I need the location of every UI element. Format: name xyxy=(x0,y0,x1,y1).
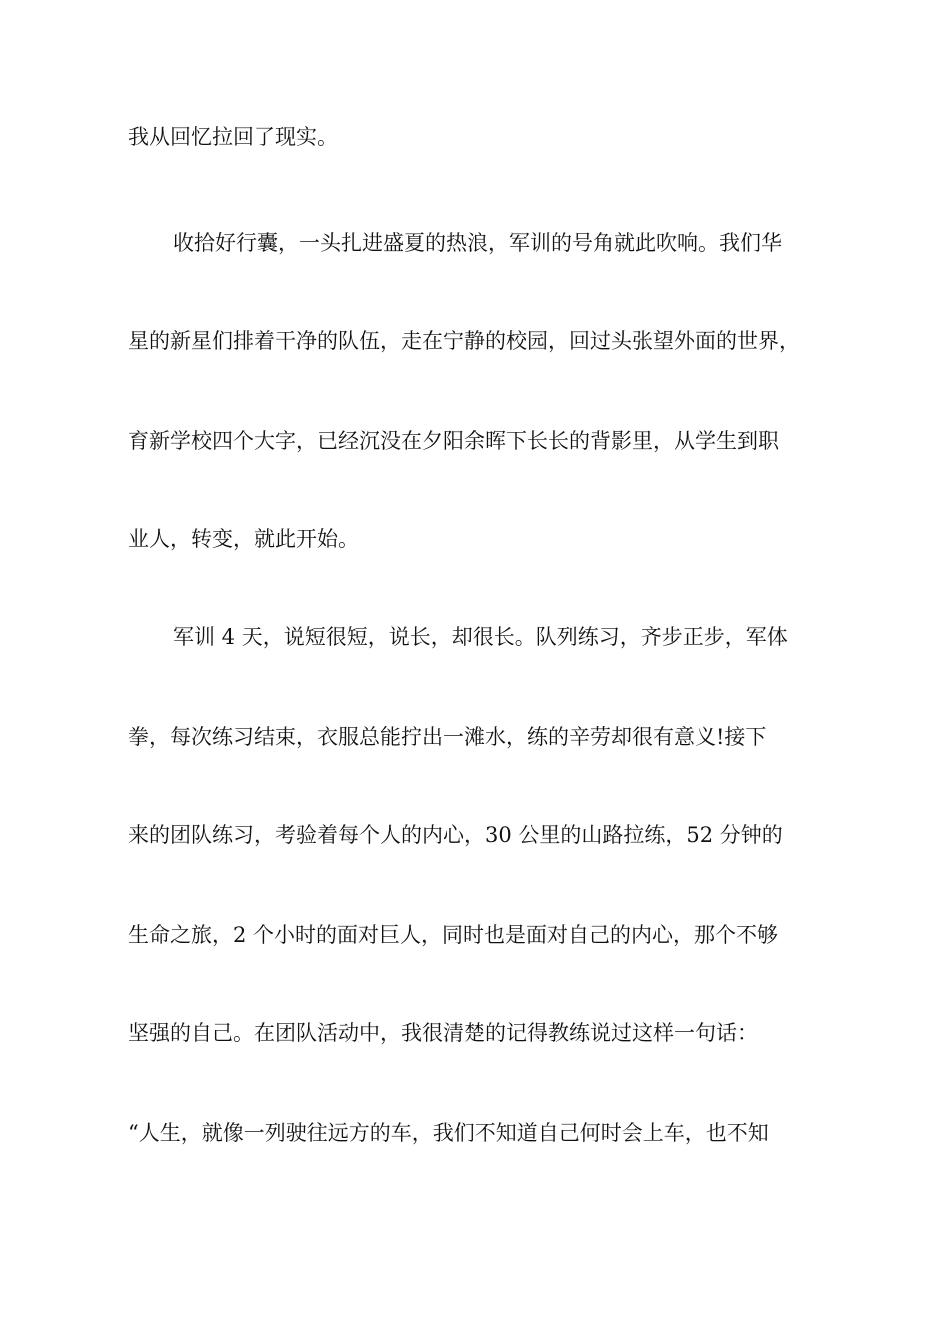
text-line: 坚强的自己。在团队活动中，我很清楚的记得教练说过这样一句话： xyxy=(128,1021,758,1045)
text-line: 收拾好行囊，一头扎进盛夏的热浪，军训的号角就此吹响。我们华 xyxy=(173,231,782,255)
text-line: 军训 4 天，说短很短，说长，却很长。队列练习，齐步正步，军体 xyxy=(173,625,788,649)
text-line: 育新学校四个大字，已经沉没在夕阳余晖下长长的背影里，从学生到职 xyxy=(128,429,779,453)
text-line: 星的新星们排着干净的队伍，走在宁静的校园，回过头张望外面的世界， xyxy=(128,329,800,353)
text-line: “人生，就像一列驶往远方的车，我们不知道自己何时会上车，也不知 xyxy=(128,1121,769,1145)
text-line: 业人，转变，就此开始。 xyxy=(128,527,359,551)
text-line: 拳，每次练习结束，衣服总能拧出一滩水，练的辛劳却很有意义!接下 xyxy=(128,725,767,749)
text-line: 我从回忆拉回了现实。 xyxy=(128,125,338,149)
text-line: 来的团队练习，考验着每个人的内心，30 公里的山路拉练，52 分钟的 xyxy=(128,823,783,847)
text-line: 生命之旅，2 个小时的面对巨人，同时也是面对自己的内心，那个不够 xyxy=(128,923,779,947)
